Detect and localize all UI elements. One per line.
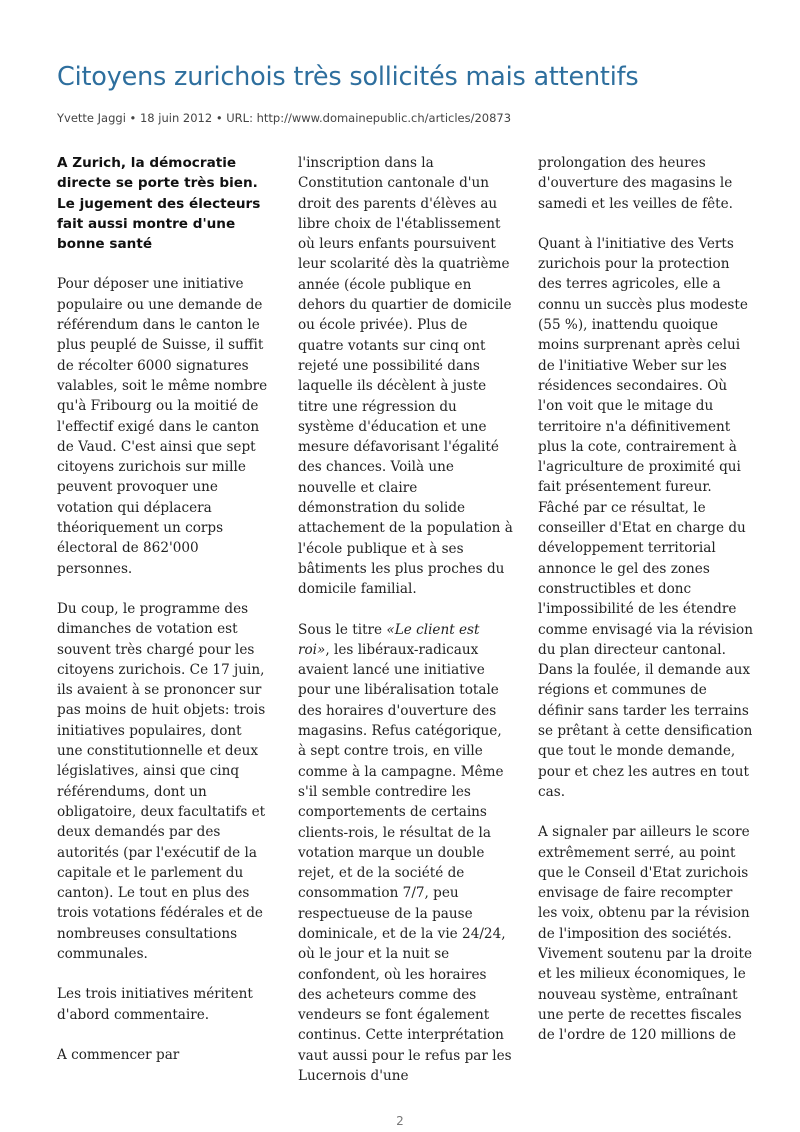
quoted-title: «Le client est roi» <box>298 621 480 658</box>
article-lead: A Zurich, la démocratie directe se porte très bien. Le jugement des électeurs fait aussi montre d'une bonne santé <box>57 155 261 253</box>
paragraph: A commencer par <box>57 1046 180 1063</box>
paragraph: prolongation des heures d'ouverture des magasins le samedi et les veilles de fête. <box>538 155 733 212</box>
article-title: Citoyens zurichois très sollicités mais attentifs <box>57 62 639 92</box>
paragraph: Les trois initiatives méritent d'abord commentaire. <box>57 986 253 1023</box>
paragraph: Quant à l'initiative des Verts zurichois pour la protection des terres agricoles, elle a connu un succès plus modeste (55 %), inattendu quoique moins surprenant après celui de l'initiative Weber sur les résidences secondaires. Où l'on voit que le mitage du territoire n'a définitivement plus la cote, contrairement à l'agriculture de proximité qui fait présentement fureur. Fâché par ce résultat, le conseiller d'Etat en charge du développement territorial annonce le gel des zones constructibles et donc l'impossibilité de les étendre comme envisagé via la révision du plan directeur cantonal. Dans la foulée, il demande aux régions et communes de définir sans tarder les terrains se prêtant à cette densification que tout le monde demande, pour et chez les autres en tout cas. <box>538 235 753 800</box>
article-byline: Yvette Jaggi • 18 juin 2012 • URL: http://www.domainepublic.ch/articles/20873 <box>57 111 512 125</box>
paragraph: Pour déposer une initiative populaire ou une demande de référendum dans le canton le plus peuplé de Suisse, il suffit de récolter 6000 signatures valables, soit le même nombre qu'à Fribourg ou la moitié de l'effectif exigé dans le canton de Vaud. C'est ainsi que sept citoyens zurichois sur mille peuvent provoquer une votation qui déplacera théoriquement un corps électoral de 862'000 personnes. <box>57 276 268 577</box>
paragraph: l'inscription dans la Constitution cantonale d'un droit des parents d'élèves au libre choix de l'établissement où leurs enfants poursuivent leur scolarité dès la quatrième année (école publique en dehors du quartier de domicile ou école privée). Plus de quatre votants sur cinq ont rejeté une possibilité dans laquelle ils décèlent à juste titre une régression du système d'éducation et une mesure défavorisant l'égalité des chances. Voilà une nouvelle et claire démonstration du solide attachement de la population à l'école publique et à ses bâtiments les plus proches du domicile familial. <box>298 155 513 598</box>
column-1 <box>57 153 269 1085</box>
paragraph-text: , les libéraux-radicaux avaient lancé une initiative pour une libéralisation totale des horaires d'ouverture des magasins. Refus catégorique, à sept contre trois, en ville comme à la campagne. Même s'il semble contredire les comportements de certains clients-rois, le résultat de la votation marque un double rejet, et de la société de consommation 7/7, peu respectueuse de la pause dominicale, et de la vie 24/24, où le jour et la nuit se confondent, où les horaires des acheteurs comme des vendeurs se font également continus. Cette interprétation vaut aussi pour le refus par les Lucernois d'une <box>298 641 512 1085</box>
paragraph-text: Sous le titre <box>298 621 387 638</box>
column-2 <box>298 153 513 1106</box>
paragraph: A signaler par ailleurs le score extrêmement serré, au point que le Conseil d'Etat zurichois envisage de faire recompter les voix, obtenu par la révision de l'imposition des sociétés. Vivement soutenu par la droite et les milieux économiques, le nouveau système, entraînant une perte de recettes fiscales de l'ordre de 120 millions de <box>538 824 753 1044</box>
column-3 <box>538 153 753 1065</box>
page-number: 2 <box>396 1114 404 1128</box>
paragraph <box>298 620 513 1087</box>
paragraph: Du coup, le programme des dimanches de votation est souvent très chargé pour les citoyens zurichois. Ce 17 juin, ils avaient à se prononcer sur pas moins de huit objets: trois initiatives populaires, dont une constitutionnelle et deux législatives, ainsi que cinq référendums, dont un obligatoire, deux facultatifs et deux demandés par des autorités (par l'exécutif de la capitale et le parlement du canton). Le tout en plus des trois votations fédérales et de nombreuses consultations communales. <box>57 600 266 962</box>
